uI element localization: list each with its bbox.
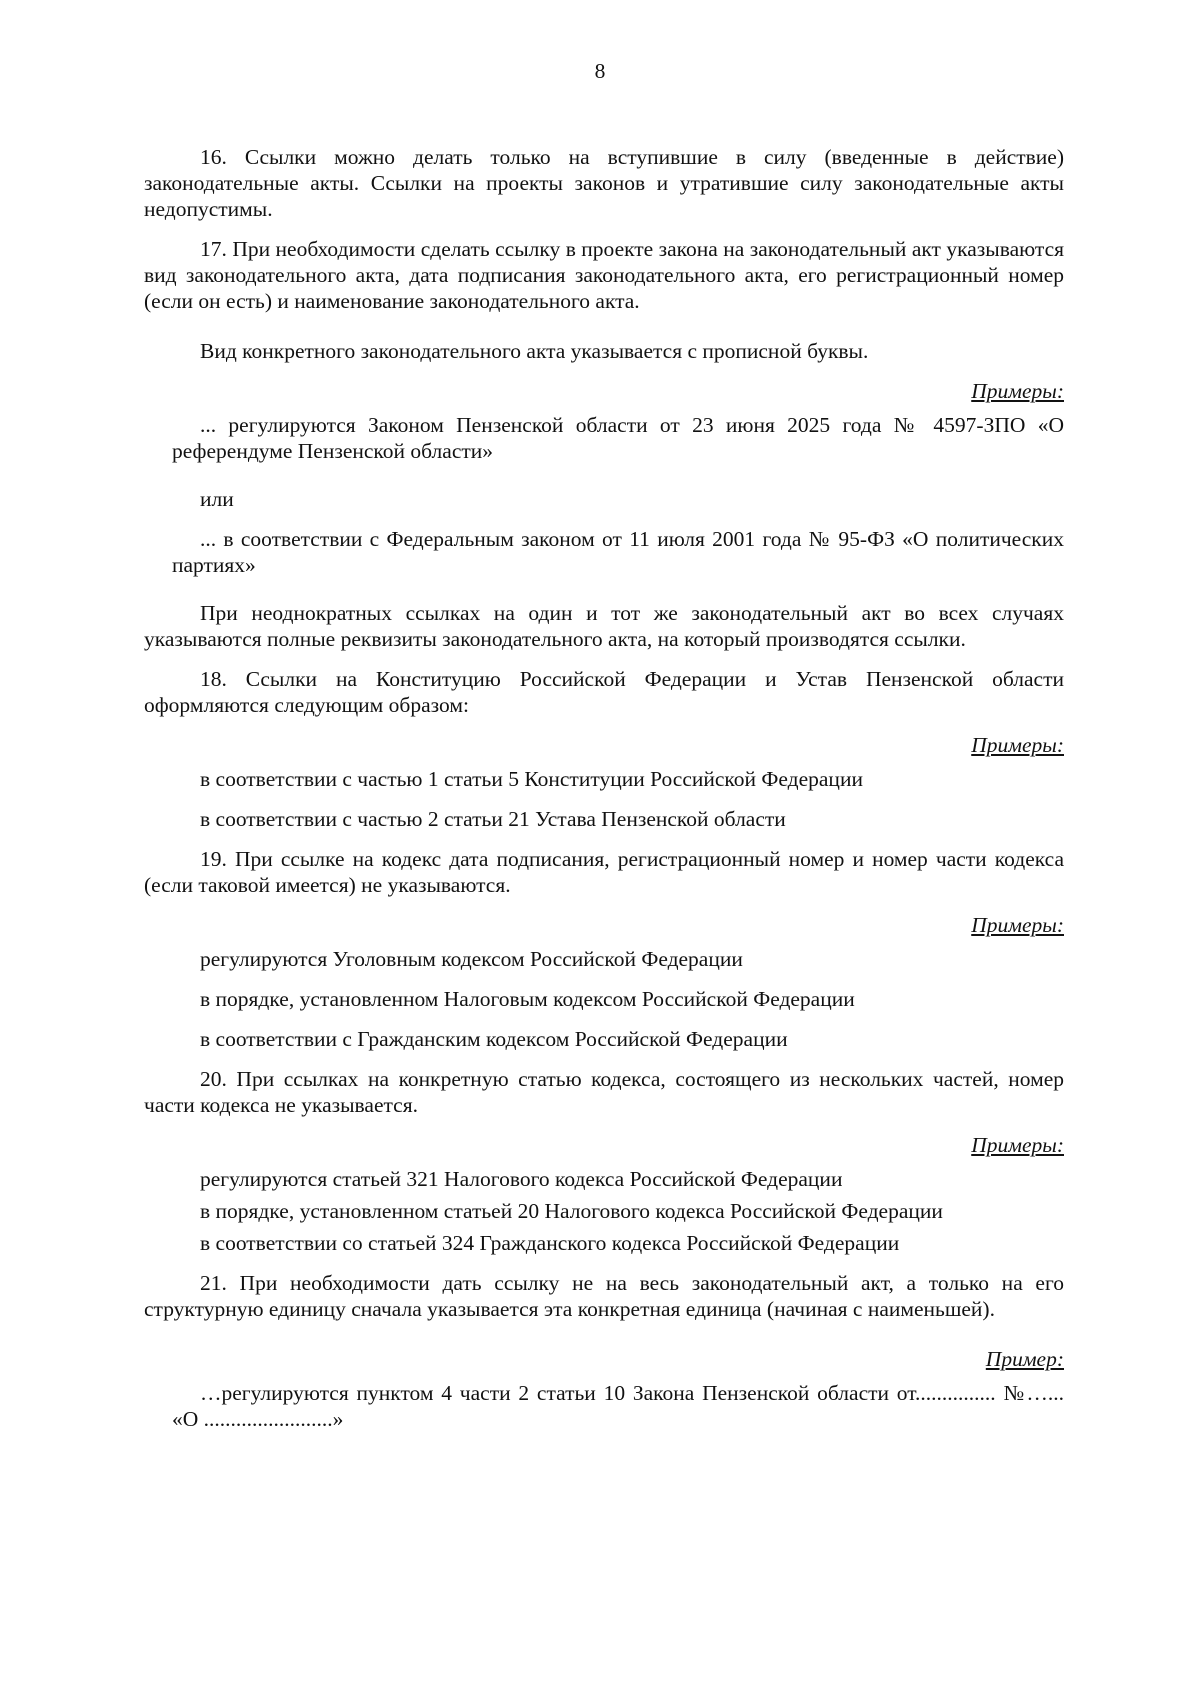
- example-20-1: регулируются статьей 321 Налогового кодекса Российской Федерации: [200, 1167, 843, 1191]
- paragraph-17-note: Вид конкретного законодательного акта указывается с прописной буквы.: [200, 339, 869, 363]
- example-17-or: или: [200, 487, 234, 511]
- example-19-2: в порядке, установленном Налоговым кодексом Российской Федерации: [200, 987, 855, 1011]
- example-21: …регулируются пунктом 4 части 2 статьи 10 Закона Пензенской области от............... №…... «О ........................»: [172, 1381, 1064, 1431]
- example-19-1: регулируются Уголовным кодексом Российской Федерации: [200, 947, 743, 971]
- examples-label-20: Примеры:: [971, 1133, 1064, 1157]
- paragraph-17: 17. При необходимости сделать ссылку в проекте закона на законодательный акт указываются вид законодательного акта, дата подписания законодательного акта, его регистрационный номер (если он есть) и наименование законодательного акта.: [144, 237, 1064, 313]
- paragraph-20: 20. При ссылках на конкретную статью кодекса, состоящего из нескольких частей, номер части кодекса не указывается.: [144, 1067, 1064, 1117]
- example-18-1: в соответствии с частью 1 статьи 5 Конституции Российской Федерации: [200, 767, 863, 791]
- example-17-2: ... в соответствии с Федеральным законом от 11 июля 2001 года № 95-ФЗ «О политических партиях»: [172, 527, 1064, 577]
- paragraph-17-repeat: При неоднократных ссылках на один и тот же законодательный акт во всех случаях указываются полные реквизиты законодательного акта, на который производятся ссылки.: [144, 601, 1064, 651]
- example-17-1: ... регулируются Законом Пензенской области от 23 июня 2025 года № 4597-ЗПО «О референдуме Пензенской области»: [172, 413, 1064, 463]
- example-label-21: Пример:: [985, 1347, 1064, 1371]
- example-19-3: в соответствии с Гражданским кодексом Российской Федерации: [200, 1027, 788, 1051]
- paragraph-18: 18. Ссылки на Конституцию Российской Федерации и Устав Пензенской области оформляются следующим образом:: [144, 667, 1064, 717]
- paragraph-16: 16. Ссылки можно делать только на вступившие в силу (введенные в действие) законодательные акты. Ссылки на проекты законов и утратившие силу законодательные акты недопустимы.: [144, 145, 1064, 221]
- document-body: [144, 144, 1064, 1446]
- paragraph-21: 21. При необходимости дать ссылку не на весь законодательный акт, а только на его структурную единицу сначала указывается эта конкретная единица (начиная с наименьшей).: [144, 1271, 1064, 1321]
- examples-label-17: Примеры:: [971, 379, 1064, 403]
- example-20-3: в соответствии со статьей 324 Гражданского кодекса Российской Федерации: [200, 1231, 900, 1255]
- examples-label-18: Примеры:: [971, 733, 1064, 757]
- example-20-2: в порядке, установленном статьей 20 Налогового кодекса Российской Федерации: [200, 1199, 943, 1223]
- paragraph-19: 19. При ссылке на кодекс дата подписания, регистрационный номер и номер части кодекса (если таковой имеется) не указываются.: [144, 847, 1064, 897]
- examples-label-19: Примеры:: [971, 913, 1064, 937]
- page-number: 8: [594, 59, 606, 83]
- example-18-2: в соответствии с частью 2 статьи 21 Устава Пензенской области: [200, 807, 786, 831]
